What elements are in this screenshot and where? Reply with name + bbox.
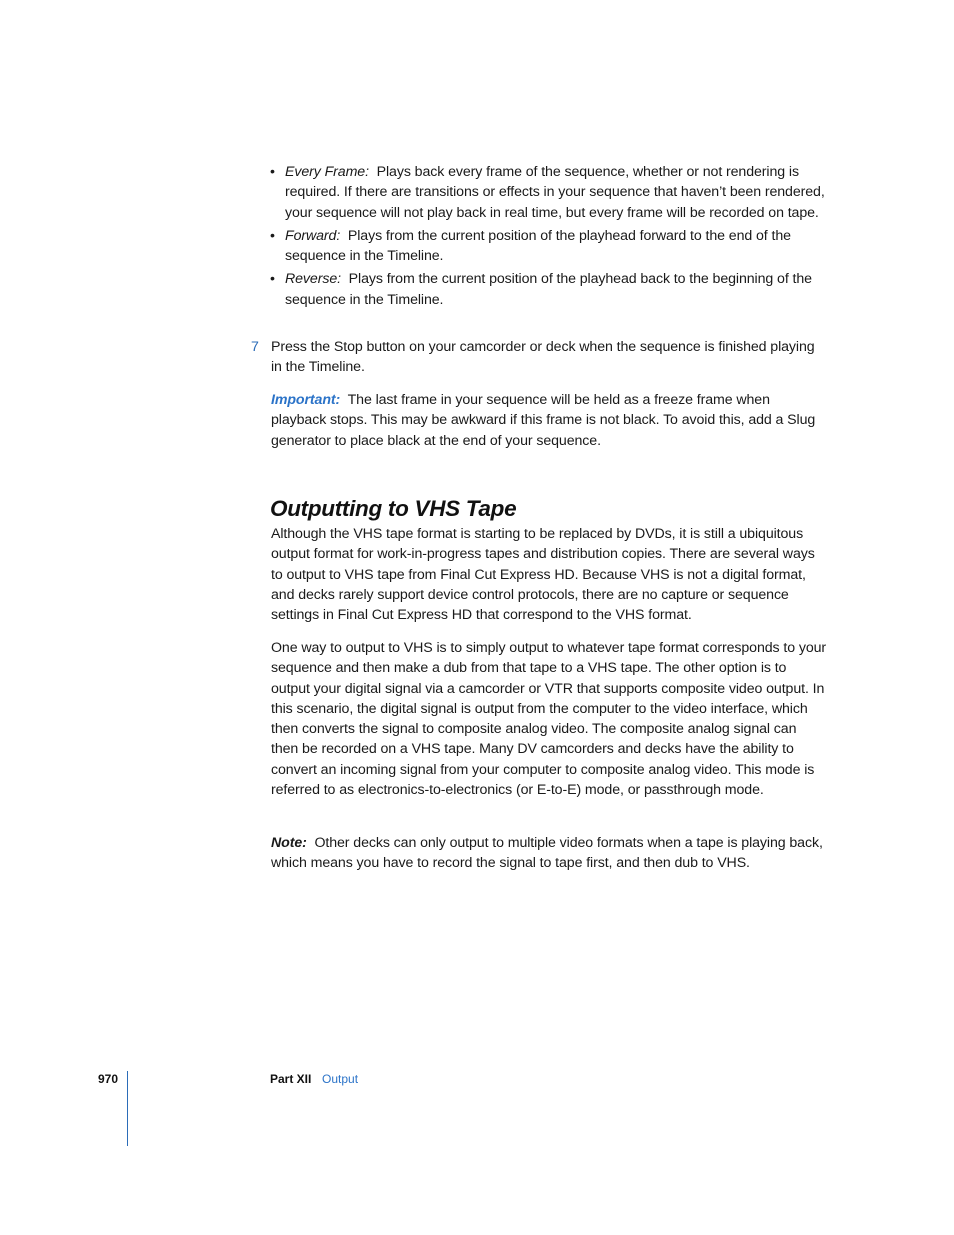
footer-divider — [127, 1071, 128, 1146]
option-term: Reverse: — [285, 271, 341, 288]
footer-part-label: Part XII — [270, 1072, 312, 1086]
list-item — [270, 162, 830, 223]
note-text: Other decks can only output to multiple video formats when a tape is playing back, which means you have to record the signal to tape first, and then dub to VHS. — [271, 835, 823, 872]
option-term: Forward: — [285, 227, 341, 244]
section-title: Outputting to VHS Tape — [270, 496, 517, 521]
list-item — [270, 269, 830, 310]
important-text: The last frame in your sequence will be held as a freeze frame when playback stops. This may be awkward if this frame is not black. To avoid this, add a Slug generator to place black at the end of your sequence. — [271, 392, 816, 449]
step-text: Press the Stop button on your camcorder or deck when the sequence is finished playing in the Timeline. — [271, 339, 815, 376]
option-term: Every Frame: — [285, 164, 369, 180]
section-paragraph: Although the VHS tape format is starting to be replaced by DVDs, it is still a ubiquitous output format for work-in-progress tapes and distribution copies. There are several ways to output to VHS tape from Final Cut Express HD. Because VHS is not a digital format, and decks rarely support device control protocols, there are no capture or sequence settings in Final Cut Express HD that correspond to the VHS format. — [271, 526, 815, 624]
option-description: Plays back every frame of the sequence, whether or not rendering is required. If there are transitions or effects in your sequence that haven’t been rendered, your sequence will not play back in real time, but every frame will be recorded on tape. — [285, 164, 825, 221]
note — [271, 833, 827, 874]
option-description: Plays from the current position of the playhead forward to the end of the sequence in the Timeline. — [285, 227, 791, 265]
playback-options-list — [270, 162, 830, 313]
footer-part-title-link[interactable]: Output — [322, 1072, 359, 1086]
important-note — [271, 390, 827, 451]
section-paragraph: One way to output to VHS is to simply output to whatever tape format corresponds to your sequence and then make a dub from that tape to a VHS tape. The other option is to output your digital signal via a camcorder or VTR that supports composite video output. In this scenario, the digital signal is output from the computer to the video interface, which then converts the signal to composite analog video. The composite analog signal can then be recorded on a VHS tape. Many DV camcorders and decks have the ability to convert an incoming signal from your computer to composite analog video. This mode is referred to as electronics-to-electronics (or E-to-E) mode, or passthrough mode. — [271, 640, 827, 799]
important-label: Important: — [271, 392, 341, 408]
bullet-icon: • — [270, 164, 275, 180]
note-label: Note: — [271, 835, 307, 851]
bullet-icon: • — [270, 227, 275, 244]
step-number: 7 — [251, 339, 259, 355]
option-description: Plays from the current position of the playhead back to the beginning of the sequence in the Timeline. — [285, 271, 812, 308]
page-number: 970 — [98, 1072, 119, 1086]
bullet-icon: • — [270, 271, 275, 288]
list-item — [270, 226, 830, 267]
